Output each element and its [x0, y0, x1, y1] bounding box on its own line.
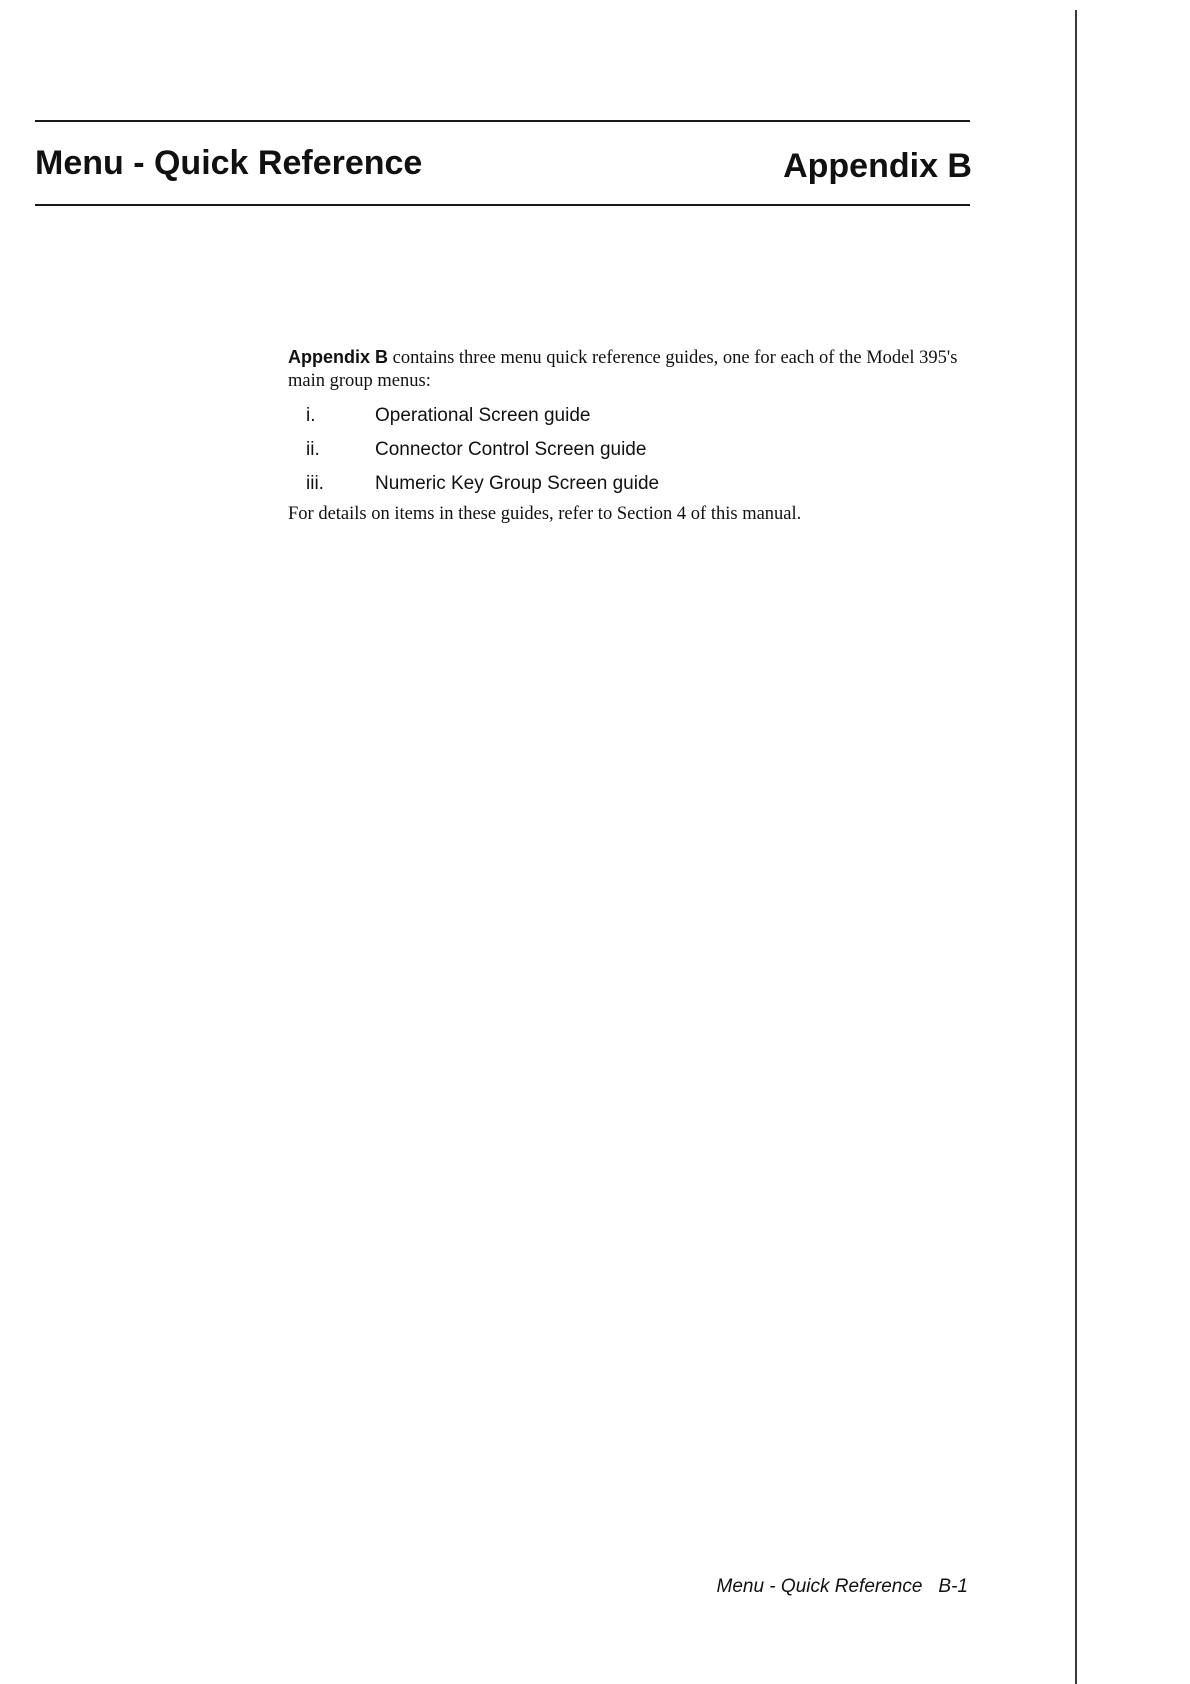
header-bottom-rule: [35, 204, 970, 206]
list-item-label: Numeric Key Group Screen guide: [375, 473, 660, 494]
intro-paragraph: [288, 346, 978, 393]
page-footer: [717, 1576, 969, 1598]
intro-emphasis: Appendix B: [288, 347, 389, 367]
list-item-label: Connector Control Screen guide: [375, 439, 647, 460]
footer-running-title: Menu - Quick Reference: [716, 1576, 923, 1597]
list-item-number: ii.: [306, 439, 320, 460]
page-title: Menu - Quick Reference: [35, 144, 423, 182]
list-item-number: i.: [306, 405, 316, 426]
list-item-number: iii.: [306, 473, 324, 494]
binding-edge: [1075, 10, 1077, 1684]
page-number: B-1: [938, 1576, 968, 1597]
list-item-label: Operational Screen guide: [375, 405, 591, 426]
intro-text: contains three menu quick reference guides, one for each of the Model 395's main group menus:: [288, 348, 958, 391]
body-text: [288, 346, 978, 526]
header-top-rule: [35, 120, 970, 122]
list-item: [288, 399, 978, 433]
chapter-label: Appendix B: [783, 147, 972, 185]
outro-paragraph: For details on items in these guides, refer to Section 4 of this manual.: [288, 504, 802, 524]
list-item: [288, 433, 978, 467]
guide-list: [288, 399, 978, 501]
list-item: [288, 467, 978, 501]
